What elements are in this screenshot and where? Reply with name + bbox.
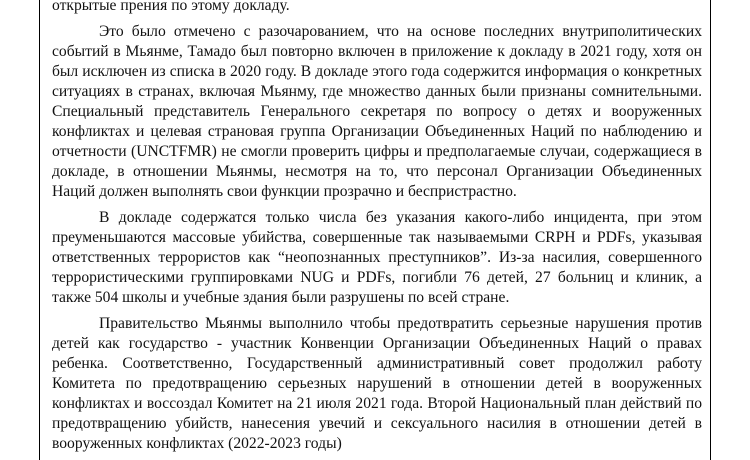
paragraph: Правительство Мьянмы выполнило чтобы предотвратить серьезные нарушения против детей как государство - участник Конвенции Организации Объединенных Наций о правах ребенка. Соответственно, Государственный административный совет продолжил работу Комитета по предотвращению серьезных нарушений в отношении детей в вооруженных конфликтах и воссоздал Комитет на 21 июля 2021 года. Второй Национальный план действий по предотвращению убийств, нанесения увечий и сексуального насилия в отношении детей в вооруженных конфликтах (2022-2023 годы)	[52, 315, 702, 452]
document-body	[52, 0, 702, 460]
paragraph-continuation: открытые прения по этому докладу.	[52, 0, 290, 14]
paragraph: В докладе содержатся только числа без указания какого-либо инцидента, при этом преуменьшаются массовые убийства, совершенные так называемыми CRPH и PDFs, указывая ответственных террористов как “неопознанных преступников”. Из-за насилия, совершенного террористическими группировками NUG и PDFs, погибли 76 детей, 27 больниц и клиник, а также 504 школы и учебные здания были разрушены по всей стране.	[52, 209, 702, 306]
paragraph: Это было отмечено с разочарованием, что на основе последних внутриполитических событий в Мьянме, Тамадо был повторно включен в приложение к докладу в 2021 году, хотя он был исключен из списка в 2020 году. В докладе этого года содержится информация о конкретных ситуациях в странах, включая Мьянму, где множество данных были признаны сомнительными. Специальный представитель Генерального секретаря по вопросу о детях и вооруженных конфликтах и целевая страновая группа Организации Объединенных Наций по наблюдению и отчетности (UNCTFMR) не смогли проверить цифры и предполагаемые случаи, содержащиеся в докладе, в отношении Мьянмы, несмотря на то, что персонал Организации Объединенных Наций должен выполнять свои функции прозрачно и беспристрастно.	[52, 23, 702, 200]
